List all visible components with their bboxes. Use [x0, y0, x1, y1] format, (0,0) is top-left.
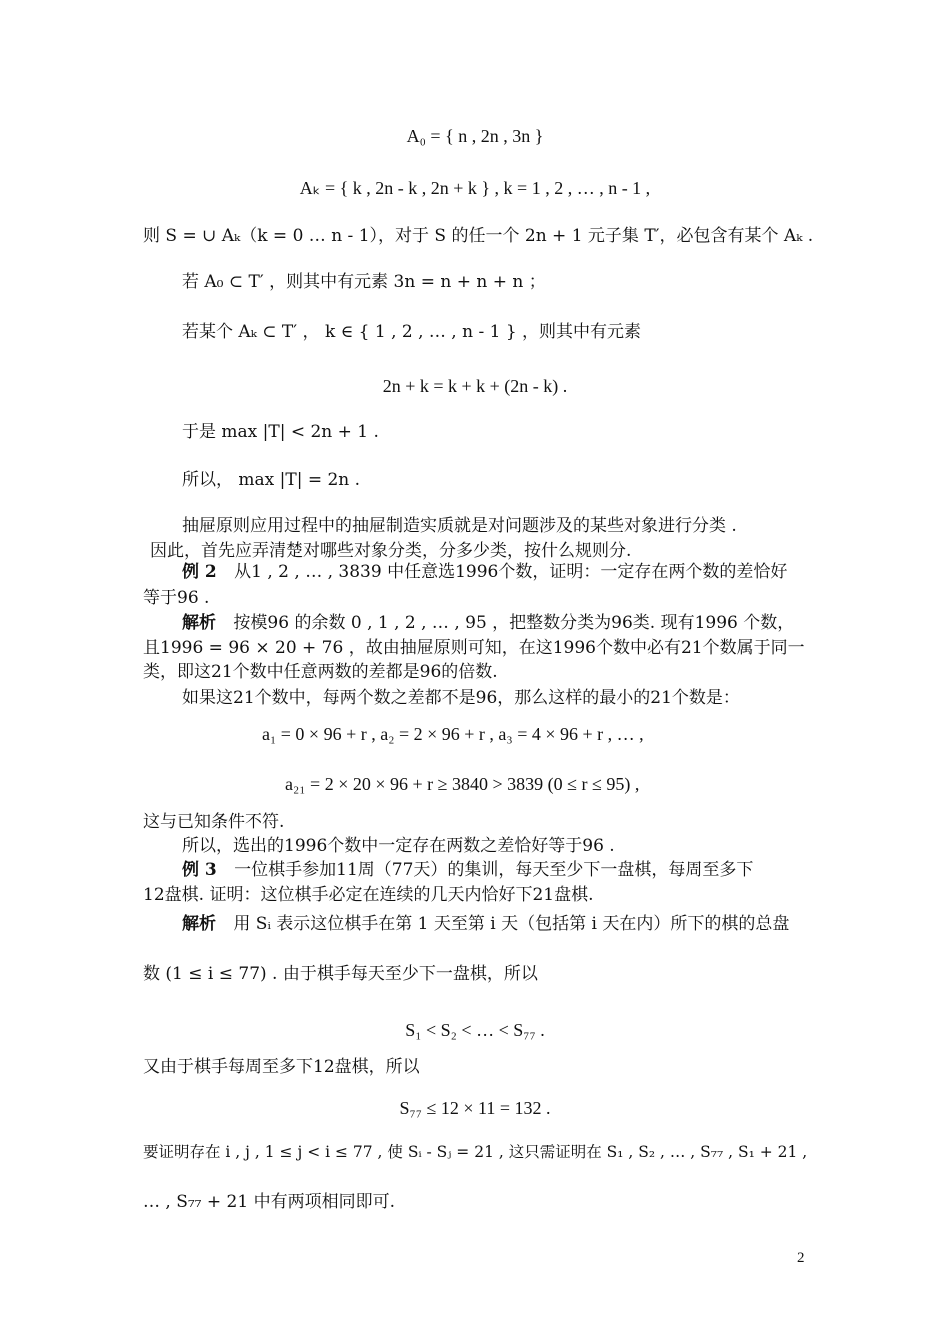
example-label: 例 3 [182, 860, 217, 880]
text-line: 要证明存在 i , j , 1 ≤ j < i ≤ 77 , 使 Sᵢ - Sⱼ = 21 , 这只需证明在 S₁ , S₂ , … , S₇₇ , S₁ + 21 , [143, 1143, 808, 1161]
text-line: 一位棋手参加11周（77天）的集训，每天至少下一盘棋，每周至多下 [234, 860, 754, 880]
equation-a0: A₀ = { n , 2n , 3n } [406, 126, 544, 146]
text-line: 数 (1 ≤ i ≤ 77) . 由于棋手每天至少下一盘棋，所以 [143, 964, 538, 984]
text-line: 所以，选出的1996个数中一定存在两数之差恰好等于96 . [182, 836, 615, 856]
text-line: 等于96 . [143, 588, 210, 608]
text-line: 若 A₀ ⊂ T′ ，则其中有元素 3n = n + n + n ； [182, 272, 546, 292]
text-line: … , S₇₇ + 21 中有两项相同即可. [143, 1192, 395, 1212]
equation-ak: Aₖ = { k , 2n - k , 2n + k } , k = 1 , 2 , … , n - 1 , [299, 178, 651, 198]
text-line: 用 Sᵢ 表示这位棋手在第 1 天至第 i 天（包括第 i 天在内）所下的棋的总盘 [233, 914, 790, 934]
solution-line [182, 613, 794, 633]
solution-label: 解析 [182, 914, 216, 934]
text-line: 12盘棋. 证明：这位棋手必定在连续的几天内恰好下21盘棋. [143, 885, 594, 905]
example-2-line [182, 562, 787, 582]
equation-2n-plus-k: 2n + k = k + k + (2n - k) . [382, 376, 568, 396]
text-line: 所以， max |T| = 2n . [182, 470, 361, 490]
example-label: 例 2 [182, 562, 217, 582]
text-line: 因此，首先应弄清楚对哪些对象分类，分多少类，按什么规则分. [150, 541, 632, 561]
text-line: 抽屉原则应用过程中的抽屉制造实质就是对问题涉及的某些对象进行分类 . [182, 516, 737, 536]
text-line: 又由于棋手每周至多下12盘棋，所以 [143, 1057, 420, 1077]
text-line: 按模96 的余数 0 , 1 , 2 , … , 95 ，把整数分类为96类. 现有1996 个数， [233, 613, 795, 633]
equation-a21: a₂₁ = 2 × 20 × 96 + r ≥ 3840 > 3839 (0 ≤ r ≤ 95) , [285, 774, 640, 794]
text-line: 类，即这21个数中任意两数的差都是96的倍数. [143, 662, 498, 682]
equation-s77-bound: S₇₇ ≤ 12 × 11 = 132 . [399, 1098, 551, 1118]
text-line: 如果这21个数中，每两个数之差都不是96，那么这样的最小的21个数是： [182, 688, 740, 708]
equation-s-increasing: S₁ < S₂ < … < S₇₇ . [405, 1020, 545, 1040]
text-line: 这与已知条件不符. [143, 812, 285, 832]
page-number: 2 [797, 1250, 805, 1266]
text-line: 于是 max |T| < 2n + 1 . [182, 422, 379, 442]
equation-a-sequence: a₁ = 0 × 96 + r , a₂ = 2 × 96 + r , a₃ = 4 × 96 + r , … , [262, 724, 644, 744]
solution-label: 解析 [182, 613, 216, 633]
text-line: 从1 , 2 , … , 3839 中任意选1996个数，证明：一定存在两个数的差恰好 [234, 562, 788, 582]
text-line: 若某个 Aₖ ⊂ T′ ， k ∈ { 1 , 2 , … , n - 1 } ，则其中有元素 [182, 322, 642, 342]
solution-line [182, 914, 789, 934]
example-3-line [182, 860, 753, 880]
text-line: 且1996 = 96 × 20 + 76 ，故由抽屉原则可知，在这1996个数中必有21个数属于同一 [143, 638, 805, 658]
text-line: 则 S = ∪ Aₖ（k = 0 … n - 1），对于 S 的任一个 2n + 1 元子集 T′，必包含有某个 Aₖ . [143, 226, 814, 246]
